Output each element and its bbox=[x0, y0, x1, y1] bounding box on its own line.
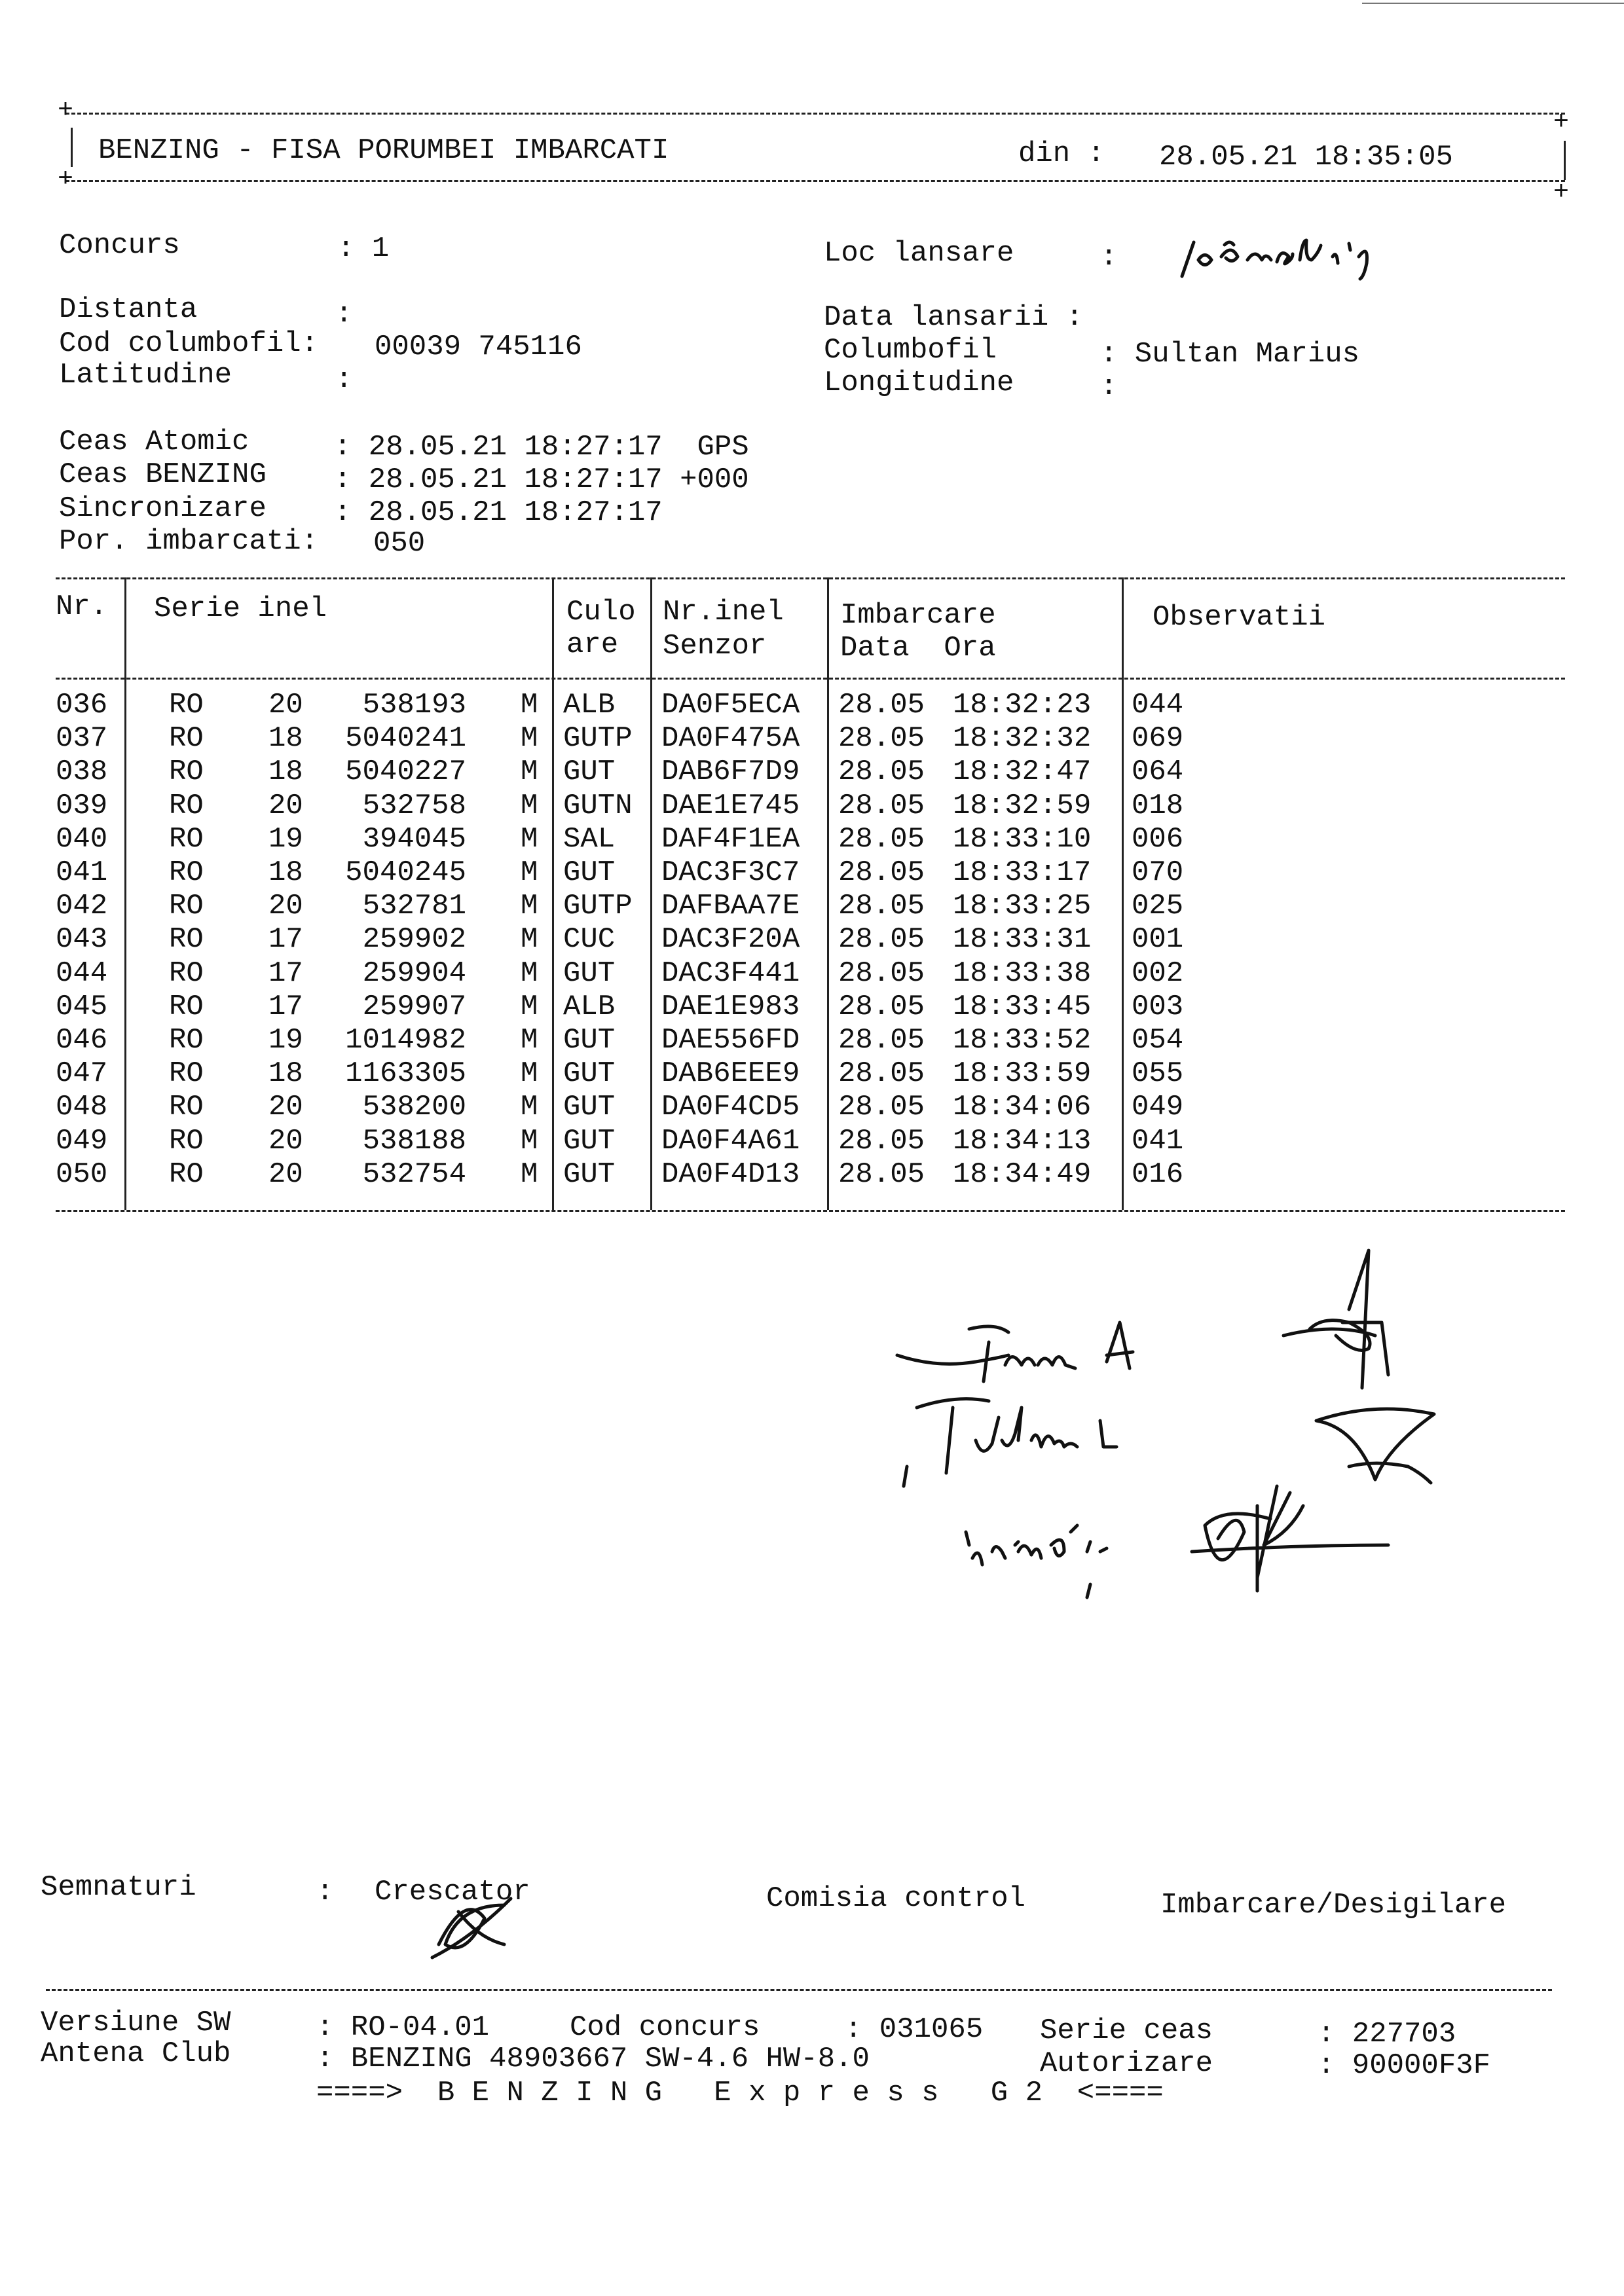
cell-sex: M bbox=[521, 890, 538, 923]
columbofil-value: : Sultan Marius bbox=[1100, 338, 1360, 371]
cell-time: 18:33:10 bbox=[953, 822, 1092, 856]
cell-sensor: DAC3F3C7 bbox=[661, 856, 800, 889]
header-right-border bbox=[1564, 141, 1566, 180]
cell-year: 17 bbox=[268, 990, 303, 1023]
cell-observatii: 049 bbox=[1132, 1091, 1184, 1124]
cell-sensor: DAE1E745 bbox=[661, 789, 800, 822]
table-header-border bbox=[56, 678, 1565, 680]
cell-date: 28.05 bbox=[838, 957, 925, 990]
cell-year: 20 bbox=[268, 1157, 303, 1191]
cell-sex: M bbox=[521, 789, 538, 822]
latitudine-label: Latitudine bbox=[59, 359, 232, 392]
cell-year: 20 bbox=[268, 789, 303, 822]
cell-date: 28.05 bbox=[838, 1057, 925, 1091]
cell-year: 17 bbox=[268, 923, 303, 957]
concurs-label: Concurs bbox=[59, 229, 180, 262]
por-imbarcati-value: 050 bbox=[373, 527, 426, 560]
cell-date: 28.05 bbox=[838, 1091, 925, 1124]
loc-lansare-scribble bbox=[1169, 230, 1392, 283]
cell-observatii: 054 bbox=[1132, 1024, 1184, 1057]
ceas-benzing-value: : 28.05.21 18:27:17 +000 bbox=[334, 464, 749, 496]
cell-nr: 037 bbox=[56, 722, 108, 756]
cell-country: RO bbox=[169, 1057, 204, 1091]
cell-color: GUTN bbox=[563, 789, 633, 822]
cell-sensor: DAC3F20A bbox=[661, 923, 800, 957]
table-top-border bbox=[56, 577, 1565, 579]
autorizare-value: : 90000F3F bbox=[1318, 2049, 1491, 2082]
cell-time: 18:33:52 bbox=[953, 1024, 1092, 1057]
cell-sensor: DAE1E983 bbox=[661, 990, 800, 1023]
semnaturi-label: Semnaturi bbox=[41, 1871, 196, 1904]
page-title: BENZING - FISA PORUMBEI IMBARCATI bbox=[98, 134, 669, 167]
longitudine-sep: : bbox=[1100, 371, 1118, 403]
header-corner: + bbox=[58, 96, 74, 126]
cell-observatii: 069 bbox=[1132, 722, 1184, 756]
cell-year: 20 bbox=[268, 689, 303, 721]
table-row bbox=[0, 823, 1624, 856]
table-row bbox=[0, 1057, 1624, 1090]
cell-nr: 049 bbox=[56, 1124, 108, 1157]
table-row bbox=[0, 1091, 1624, 1123]
din-label: din : bbox=[1018, 137, 1105, 170]
cell-color: GUT bbox=[563, 1057, 616, 1091]
cod-columbofil-label: Cod columbofil: bbox=[59, 327, 319, 360]
cell-color: GUT bbox=[563, 1124, 616, 1157]
cell-country: RO bbox=[169, 789, 204, 822]
table-bottom-border bbox=[56, 1210, 1565, 1212]
header-imbarcare: Imbarcare bbox=[840, 599, 996, 632]
cell-color: GUT bbox=[563, 1024, 616, 1057]
cell-date: 28.05 bbox=[838, 990, 925, 1023]
cell-observatii: 044 bbox=[1132, 689, 1184, 721]
cell-date: 28.05 bbox=[838, 923, 925, 957]
cell-sex: M bbox=[521, 1091, 538, 1124]
sincronizare-value: : 28.05.21 18:27:17 bbox=[334, 496, 663, 529]
cell-year: 20 bbox=[268, 890, 303, 923]
header-bottom-border bbox=[65, 180, 1565, 182]
cell-country: RO bbox=[169, 722, 204, 756]
cell-ring: 259907 bbox=[362, 990, 466, 1023]
cell-sensor: DA0F4CD5 bbox=[661, 1091, 800, 1124]
data-lansarii-label: Data lansarii : bbox=[824, 301, 1084, 334]
loc-lansare-handwritten bbox=[1169, 230, 1392, 283]
crescator-label: Crescator bbox=[375, 1876, 530, 1908]
cell-observatii: 041 bbox=[1132, 1124, 1184, 1157]
cell-year: 18 bbox=[268, 756, 303, 789]
cell-sex: M bbox=[521, 689, 538, 721]
cell-sex: M bbox=[521, 957, 538, 990]
cell-country: RO bbox=[169, 822, 204, 856]
cell-time: 18:33:31 bbox=[953, 923, 1092, 957]
cell-observatii: 001 bbox=[1132, 923, 1184, 957]
table-row bbox=[0, 1024, 1624, 1057]
cell-time: 18:32:32 bbox=[953, 722, 1092, 756]
header-nr-inel: Nr.inel bbox=[663, 596, 784, 629]
cell-country: RO bbox=[169, 756, 204, 789]
cell-time: 18:32:47 bbox=[953, 756, 1092, 789]
signature-tutuianu bbox=[904, 1399, 1116, 1486]
semnaturi-sep: : bbox=[316, 1876, 334, 1908]
cell-date: 28.05 bbox=[838, 822, 925, 856]
cell-ring: 532754 bbox=[362, 1157, 466, 1191]
cell-observatii: 025 bbox=[1132, 890, 1184, 923]
cell-ring: 1163305 bbox=[345, 1057, 466, 1091]
table-row bbox=[0, 957, 1624, 990]
cod-concurs-value: : 031065 bbox=[845, 2013, 984, 2046]
cell-year: 18 bbox=[268, 856, 303, 889]
cell-sensor: DAE556FD bbox=[661, 1024, 800, 1057]
cell-country: RO bbox=[169, 1157, 204, 1191]
cell-observatii: 018 bbox=[1132, 789, 1184, 822]
comisia-control-label: Comisia control bbox=[766, 1882, 1026, 1915]
signature-mark-1 bbox=[1283, 1250, 1388, 1388]
cell-year: 19 bbox=[268, 822, 303, 856]
distanta-label: Distanta bbox=[59, 293, 198, 326]
cell-time: 18:33:25 bbox=[953, 890, 1092, 923]
header-corner: + bbox=[58, 165, 74, 194]
header-nr: Nr. bbox=[56, 591, 108, 623]
cell-sensor: DAB6F7D9 bbox=[661, 756, 800, 789]
table-row bbox=[0, 689, 1624, 721]
cell-time: 18:33:38 bbox=[953, 957, 1092, 990]
table-row bbox=[0, 991, 1624, 1023]
ceas-benzing-label: Ceas BENZING bbox=[59, 458, 267, 491]
cell-sensor: DA0F5ECA bbox=[661, 689, 800, 721]
cell-country: RO bbox=[169, 957, 204, 990]
cell-nr: 036 bbox=[56, 689, 108, 721]
cod-concurs-label: Cod concurs bbox=[570, 2011, 760, 2044]
cell-nr: 038 bbox=[56, 756, 108, 789]
cell-country: RO bbox=[169, 890, 204, 923]
header-are: are bbox=[566, 629, 619, 661]
cell-sensor: DAB6EEE9 bbox=[661, 1057, 800, 1091]
table-row bbox=[0, 756, 1624, 788]
cell-ring: 5040227 bbox=[345, 756, 466, 789]
cell-country: RO bbox=[169, 990, 204, 1023]
cell-ring: 538188 bbox=[362, 1124, 466, 1157]
benzing-express-banner: ====> B E N Z I N G E x p r e s s G 2 <==== bbox=[316, 2077, 1164, 2109]
sincronizare-label: Sincronizare bbox=[59, 492, 267, 525]
cell-nr: 045 bbox=[56, 990, 108, 1023]
cell-year: 20 bbox=[268, 1124, 303, 1157]
table-row bbox=[0, 790, 1624, 822]
cell-year: 19 bbox=[268, 1024, 303, 1057]
cell-date: 28.05 bbox=[838, 689, 925, 721]
cell-ring: 538193 bbox=[362, 689, 466, 721]
cell-ring: 532758 bbox=[362, 789, 466, 822]
cell-date: 28.05 bbox=[838, 1024, 925, 1057]
cell-year: 20 bbox=[268, 1091, 303, 1124]
cell-color: GUT bbox=[563, 756, 616, 789]
cell-ring: 532781 bbox=[362, 890, 466, 923]
signature-ioan bbox=[897, 1322, 1133, 1381]
imbarcare-desigilare-label: Imbarcare/Desigilare bbox=[1160, 1889, 1507, 1922]
cell-year: 18 bbox=[268, 722, 303, 756]
cell-time: 18:33:59 bbox=[953, 1057, 1092, 1091]
versiune-sw-value: : RO-04.01 bbox=[316, 2011, 490, 2044]
cell-nr: 039 bbox=[56, 789, 108, 822]
header-senzor: Senzor bbox=[663, 630, 767, 663]
loc-lansare-label: Loc lansare bbox=[824, 237, 1014, 270]
cell-sex: M bbox=[521, 822, 538, 856]
header-data-ora: Data Ora bbox=[840, 632, 996, 665]
antena-club-label: Antena Club bbox=[41, 2037, 231, 2070]
cell-nr: 041 bbox=[56, 856, 108, 889]
cell-ring: 394045 bbox=[362, 822, 466, 856]
columbofil-label: Columbofil bbox=[824, 334, 997, 367]
footer-divider bbox=[46, 1989, 1552, 1991]
cell-date: 28.05 bbox=[838, 722, 925, 756]
crescator-signature bbox=[419, 1886, 537, 1971]
cell-date: 28.05 bbox=[838, 856, 925, 889]
cell-sensor: DA0F4A61 bbox=[661, 1124, 800, 1157]
cell-date: 28.05 bbox=[838, 789, 925, 822]
cell-ring: 259904 bbox=[362, 957, 466, 990]
cell-ring: 5040241 bbox=[345, 722, 466, 756]
cell-observatii: 016 bbox=[1132, 1157, 1184, 1191]
header-serie-inel: Serie inel bbox=[154, 592, 327, 625]
serie-ceas-label: Serie ceas bbox=[1040, 2014, 1213, 2047]
longitudine-label: Longitudine bbox=[824, 367, 1014, 399]
cell-sex: M bbox=[521, 756, 538, 789]
cell-color: GUT bbox=[563, 856, 616, 889]
table-row bbox=[0, 1125, 1624, 1157]
cell-sex: M bbox=[521, 923, 538, 957]
cell-ring: 1014982 bbox=[345, 1024, 466, 1057]
cell-sex: M bbox=[521, 990, 538, 1023]
ceas-atomic-label: Ceas Atomic bbox=[59, 426, 249, 458]
autorizare-label: Autorizare bbox=[1040, 2047, 1213, 2080]
signature-mark-3 bbox=[1192, 1486, 1388, 1591]
cell-date: 28.05 bbox=[838, 1124, 925, 1157]
cell-sex: M bbox=[521, 1124, 538, 1157]
versiune-sw-label: Versiune SW bbox=[41, 2007, 231, 2039]
cell-nr: 044 bbox=[56, 957, 108, 990]
cell-time: 18:33:17 bbox=[953, 856, 1092, 889]
cell-color: ALB bbox=[563, 990, 616, 1023]
cell-date: 28.05 bbox=[838, 756, 925, 789]
cell-observatii: 002 bbox=[1132, 957, 1184, 990]
serie-ceas-value: : 227703 bbox=[1318, 2018, 1456, 2050]
scan-edge-line bbox=[1362, 3, 1624, 4]
cell-time: 18:33:45 bbox=[953, 990, 1092, 1023]
cell-time: 18:34:49 bbox=[953, 1157, 1092, 1191]
cell-nr: 042 bbox=[56, 890, 108, 923]
header-corner: + bbox=[1553, 178, 1570, 208]
signature-mark-2 bbox=[1316, 1409, 1434, 1483]
header-left-border bbox=[71, 128, 73, 167]
cell-color: GUT bbox=[563, 1091, 616, 1124]
cell-nr: 043 bbox=[56, 923, 108, 957]
cell-color: CUC bbox=[563, 923, 616, 957]
cell-ring: 259902 bbox=[362, 923, 466, 957]
cell-time: 18:32:59 bbox=[953, 789, 1092, 822]
header-corner: + bbox=[1553, 108, 1570, 137]
cell-nr: 046 bbox=[56, 1024, 108, 1057]
cell-sensor: DAFBAA7E bbox=[661, 890, 800, 923]
header-observatii: Observatii bbox=[1153, 601, 1326, 634]
cell-country: RO bbox=[169, 689, 204, 721]
table-row bbox=[0, 923, 1624, 956]
cell-sensor: DAF4F1EA bbox=[661, 822, 800, 856]
cod-columbofil-value: 00039 745116 bbox=[375, 331, 582, 363]
cell-country: RO bbox=[169, 856, 204, 889]
cell-sex: M bbox=[521, 1057, 538, 1091]
cell-country: RO bbox=[169, 923, 204, 957]
cell-color: GUTP bbox=[563, 890, 633, 923]
cell-observatii: 003 bbox=[1132, 990, 1184, 1023]
table-row bbox=[0, 1158, 1624, 1191]
cell-color: GUTP bbox=[563, 722, 633, 756]
table-row bbox=[0, 890, 1624, 922]
cell-observatii: 064 bbox=[1132, 756, 1184, 789]
cell-date: 28.05 bbox=[838, 890, 925, 923]
distanta-sep: : bbox=[335, 298, 353, 331]
cell-observatii: 006 bbox=[1132, 822, 1184, 856]
cell-time: 18:34:13 bbox=[953, 1124, 1092, 1157]
cell-observatii: 070 bbox=[1132, 856, 1184, 889]
cell-sensor: DA0F475A bbox=[661, 722, 800, 756]
cell-country: RO bbox=[169, 1091, 204, 1124]
table-row bbox=[0, 722, 1624, 755]
ceas-atomic-value: : 28.05.21 18:27:17 GPS bbox=[334, 431, 749, 464]
concurs-value: : 1 bbox=[337, 232, 390, 265]
cell-ring: 538200 bbox=[362, 1091, 466, 1124]
signature-iriniciuc bbox=[966, 1525, 1107, 1597]
cell-ring: 5040245 bbox=[345, 856, 466, 889]
cell-nr: 047 bbox=[56, 1057, 108, 1091]
cell-color: SAL bbox=[563, 822, 616, 856]
cell-sensor: DAC3F441 bbox=[661, 957, 800, 990]
table-row bbox=[0, 856, 1624, 889]
cell-sex: M bbox=[521, 1024, 538, 1057]
cell-observatii: 055 bbox=[1132, 1057, 1184, 1091]
cell-time: 18:32:23 bbox=[953, 689, 1092, 721]
cell-nr: 048 bbox=[56, 1091, 108, 1124]
latitudine-sep: : bbox=[335, 363, 353, 396]
loc-lansare-sep: : bbox=[1100, 241, 1118, 274]
cell-sex: M bbox=[521, 856, 538, 889]
handwritten-signatures bbox=[891, 1231, 1519, 1650]
cell-year: 17 bbox=[268, 957, 303, 990]
cell-color: ALB bbox=[563, 689, 616, 721]
cell-date: 28.05 bbox=[838, 1157, 925, 1191]
cell-time: 18:34:06 bbox=[953, 1091, 1092, 1124]
header-top-border bbox=[65, 113, 1565, 115]
header-culo: Culo bbox=[566, 596, 636, 629]
cell-color: GUT bbox=[563, 1157, 616, 1191]
cell-color: GUT bbox=[563, 957, 616, 990]
cell-nr: 050 bbox=[56, 1157, 108, 1191]
cell-sensor: DA0F4D13 bbox=[661, 1157, 800, 1191]
cell-sex: M bbox=[521, 1157, 538, 1191]
cell-sex: M bbox=[521, 722, 538, 756]
cell-nr: 040 bbox=[56, 822, 108, 856]
din-value: 28.05.21 18:35:05 bbox=[1159, 141, 1453, 173]
por-imbarcati-label: Por. imbarcati: bbox=[59, 525, 319, 558]
cell-country: RO bbox=[169, 1024, 204, 1057]
antena-club-value: : BENZING 48903667 SW-4.6 HW-8.0 bbox=[316, 2043, 870, 2075]
cell-year: 18 bbox=[268, 1057, 303, 1091]
cell-country: RO bbox=[169, 1124, 204, 1157]
